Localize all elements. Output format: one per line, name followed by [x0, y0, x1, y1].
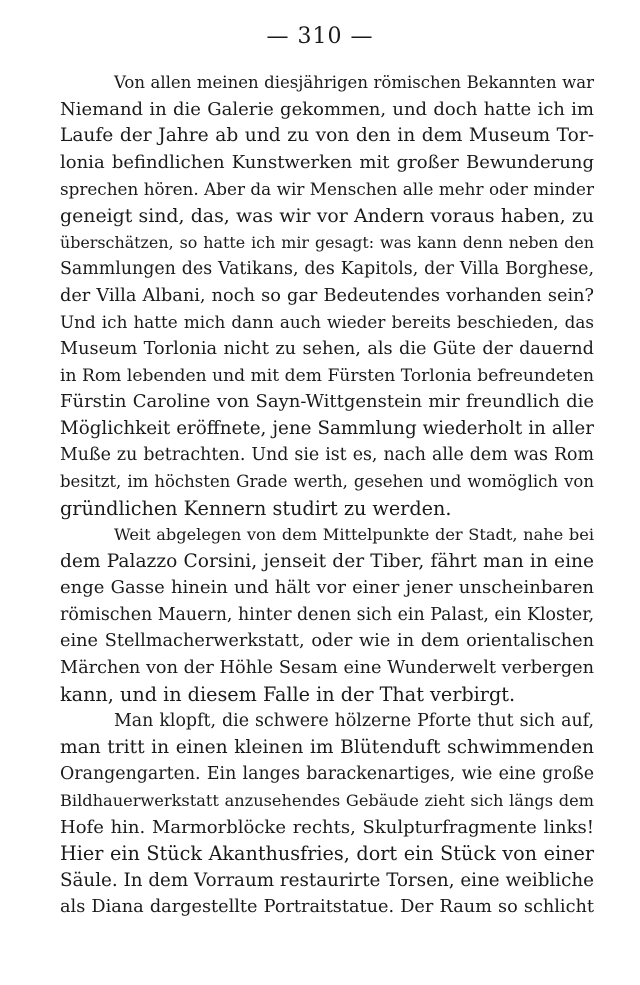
text-line: sprechen hören. Aber da wir Menschen alle mehr oder minder [60, 179, 594, 200]
text-line: überschätzen, so hatte ich mir gesagt: was kann denn neben den [60, 232, 594, 252]
text-line: eine Stellmacherwerkstatt, oder wie in dem orientalischen [60, 631, 594, 652]
text-line: Und ich hatte mich dann auch wieder bereits beschieden, das [60, 312, 594, 333]
text-line: Märchen von der Höhle Sesam eine Wunderwelt verbergen [60, 658, 594, 679]
text-line: Weit abgelegen von dem Mittelpunkte der Stadt, nahe bei [114, 525, 594, 545]
paragraph [60, 522, 594, 708]
text-line: der Villa Albani, noch so gar Bedeutendes vorhanden sein? [60, 285, 594, 306]
text-line: Laufe der Jahre ab und zu von den in dem Museum Tor- [60, 125, 594, 147]
text-line: Säule. In dem Vorraum restaurirte Torsen, eine weibliche [60, 869, 594, 891]
paragraph [60, 70, 594, 522]
text-line: in Rom lebenden und mit dem Fürsten Torlonia befreundeten [60, 365, 594, 386]
body-text [60, 70, 594, 921]
text-line: gründlichen Kennern studirt zu werden. [60, 496, 452, 520]
text-line: geneigt sind, das, was wir vor Andern voraus haben, zu [60, 204, 594, 227]
text-line: Museum Torlonia nicht zu sehen, als die Güte der dauernd [60, 338, 594, 359]
text-line: Von allen meinen diesjährigen römischen Bekannten war [114, 73, 594, 92]
text-line: kann, und in diesem Falle in der That verbirgt. [60, 682, 516, 706]
page-number: — 310 — [266, 24, 374, 49]
text-line: Hier ein Stück Akanthusfries, dort ein Stück von einer [60, 842, 594, 866]
text-line: Fürstin Caroline von Sayn-Wittgenstein mir freundlich die [60, 391, 594, 413]
text-line: besitzt, im höchsten Grade werth, gesehen und womöglich von [60, 471, 594, 491]
text-line: Man klopft, die schwere hölzerne Pforte thut sich auf, [114, 711, 594, 732]
text-line: man tritt in einen kleinen im Blütenduft schwimmenden [60, 736, 594, 758]
text-line: Bildhauerwerkstatt anzusehendes Gebäude zieht sich längs dem [60, 791, 594, 811]
text-line: Niemand in die Galerie gekommen, und doch hatte ich im [60, 98, 594, 120]
text-line: römischen Mauern, hinter denen sich ein Palast, ein Kloster, [60, 604, 595, 625]
text-line: dem Palazzo Corsini, jenseit der Tiber, fährt man in eine [60, 550, 594, 572]
text-line: Muße zu betrachten. Und sie ist es, nach alle dem was Rom [60, 445, 594, 466]
text-line: Möglichkeit eröffnete, jene Sammlung wiederholt in aller [60, 417, 594, 439]
text-line: Orangengarten. Ein langes barackenartiges, wie eine große [60, 764, 594, 785]
text-line: enge Gasse hinein und hält vor einer jener unscheinbaren [60, 577, 594, 599]
paragraph [60, 708, 594, 921]
text-line: als Diana dargestellte Portraitstatue. Der Raum so schlicht [60, 897, 594, 918]
text-line: Hofe hin. Marmorblöcke rechts, Skulpturfragmente links! [60, 816, 594, 838]
text-line: lonia befindlichen Kunstwerken mit großer Bewunderung [60, 151, 594, 173]
text-line: Sammlungen des Vatikans, des Kapitols, der Villa Borghese, [60, 259, 594, 280]
